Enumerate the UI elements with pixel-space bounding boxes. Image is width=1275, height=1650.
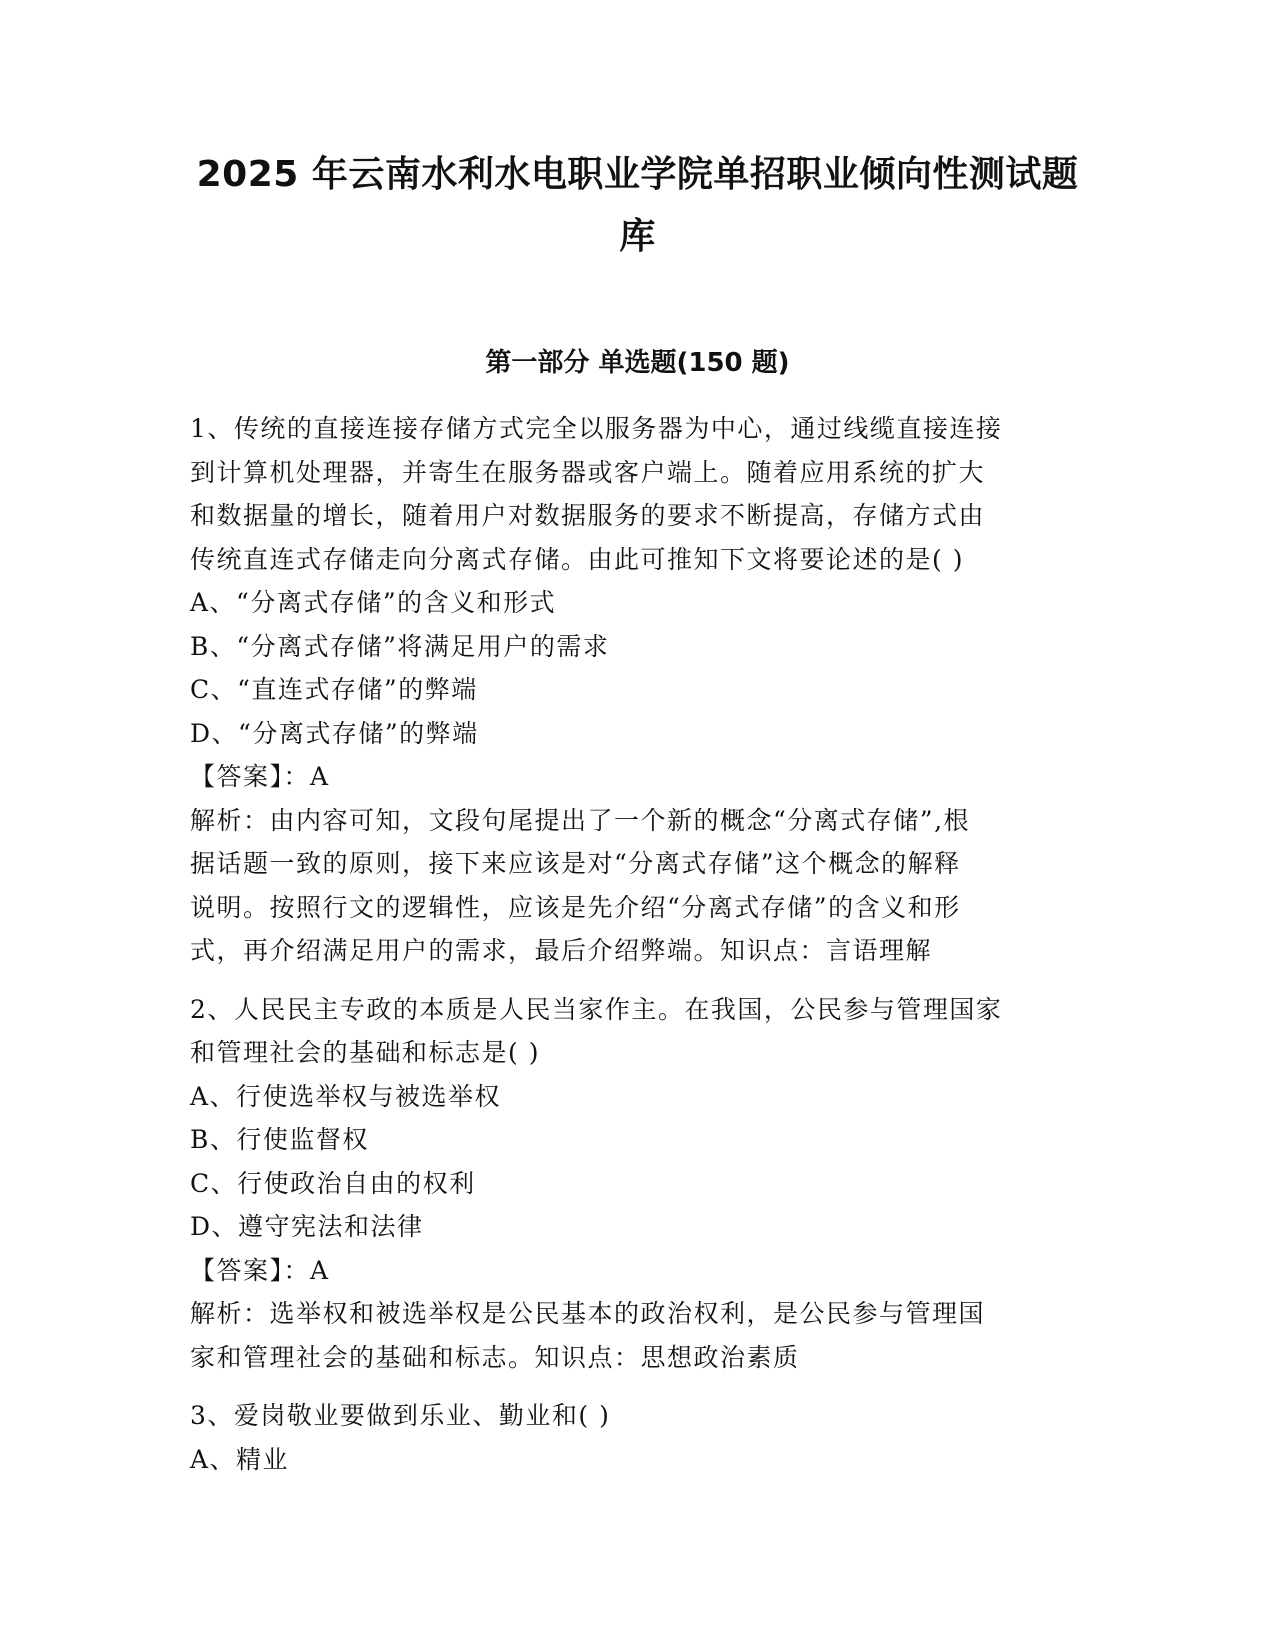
option-d: D、遵守宪法和法律: [190, 1212, 424, 1241]
question-stem-line: 2、人民民主专政的本质是人民当家作主。在我国，公民参与管理国家: [190, 994, 1003, 1024]
document-title-line: 2025 年云南水利水电职业学院单招职业倾向性测试题: [196, 154, 1079, 195]
analysis-line: 说明。按照行文的逻辑性，应该是先介绍“分离式存储”的含义和形: [190, 892, 961, 922]
option-c: C、行使政治自由的权利: [190, 1168, 476, 1198]
question-stem-line: 1、传统的直接连接存储方式完全以服务器为中心，通过线缆直接连接: [190, 414, 1003, 443]
question-2: [190, 988, 1090, 1380]
question-list: [190, 407, 1090, 1481]
question-stem: [190, 407, 1090, 581]
analysis-line: 解析：选举权和被选举权是公民基本的政治权利，是公民参与管理国: [190, 1299, 986, 1328]
document-title: [150, 144, 1125, 268]
question-stem-line: 和管理社会的基础和标志是( ): [190, 1038, 540, 1067]
analysis: [190, 1292, 1090, 1379]
option-list: [190, 1075, 1090, 1249]
question-stem: [190, 988, 1090, 1075]
answer-label: 【答案】：A: [190, 1255, 330, 1285]
analysis-line: 式，再介绍满足用户的需求，最后介绍弊端。知识点：言语理解: [190, 936, 933, 965]
question-3: [190, 1394, 1090, 1481]
answer-label: 【答案】：A: [190, 762, 330, 791]
question-stem-line: 和数据量的增长，随着用户对数据服务的要求不断提高，存储方式由: [190, 501, 986, 530]
option-b: B、“分离式存储”将满足用户的需求: [190, 631, 610, 661]
question-1: [190, 407, 1090, 973]
question-stem: [190, 1394, 1090, 1438]
section-heading: 第一部分 单选题(150 题): [485, 348, 790, 378]
analysis-line: 家和管理社会的基础和标志。知识点：思想政治素质: [190, 1342, 800, 1372]
document-title-line: 库: [619, 216, 656, 257]
option-a: A、“分离式存储”的含义和形式: [190, 588, 557, 617]
option-list: [190, 581, 1090, 755]
question-stem-line: 3、爱岗敬业要做到乐业、勤业和( ): [190, 1401, 611, 1430]
option-d: D、“分离式存储”的弊端: [190, 718, 479, 748]
option-b: B、行使监督权: [190, 1125, 369, 1154]
question-stem-line: 传统直连式存储走向分离式存储。由此可推知下文将要论述的是( ): [190, 544, 964, 574]
option-a: A、行使选举权与被选举权: [190, 1081, 502, 1111]
analysis: [190, 799, 1090, 973]
analysis-line: 据话题一致的原则，接下来应该是对“分离式存储”这个概念的解释: [190, 849, 961, 878]
question-stem-line: 到计算机处理器，并寄生在服务器或客户端上。随着应用系统的扩大: [190, 457, 986, 487]
analysis-line: 解析：由内容可知，文段句尾提出了一个新的概念“分离式存储”,根: [190, 805, 971, 835]
option-list: [190, 1438, 1090, 1482]
option-a: A、精业: [190, 1444, 290, 1474]
option-c: C、“直连式存储”的弊端: [190, 675, 478, 704]
